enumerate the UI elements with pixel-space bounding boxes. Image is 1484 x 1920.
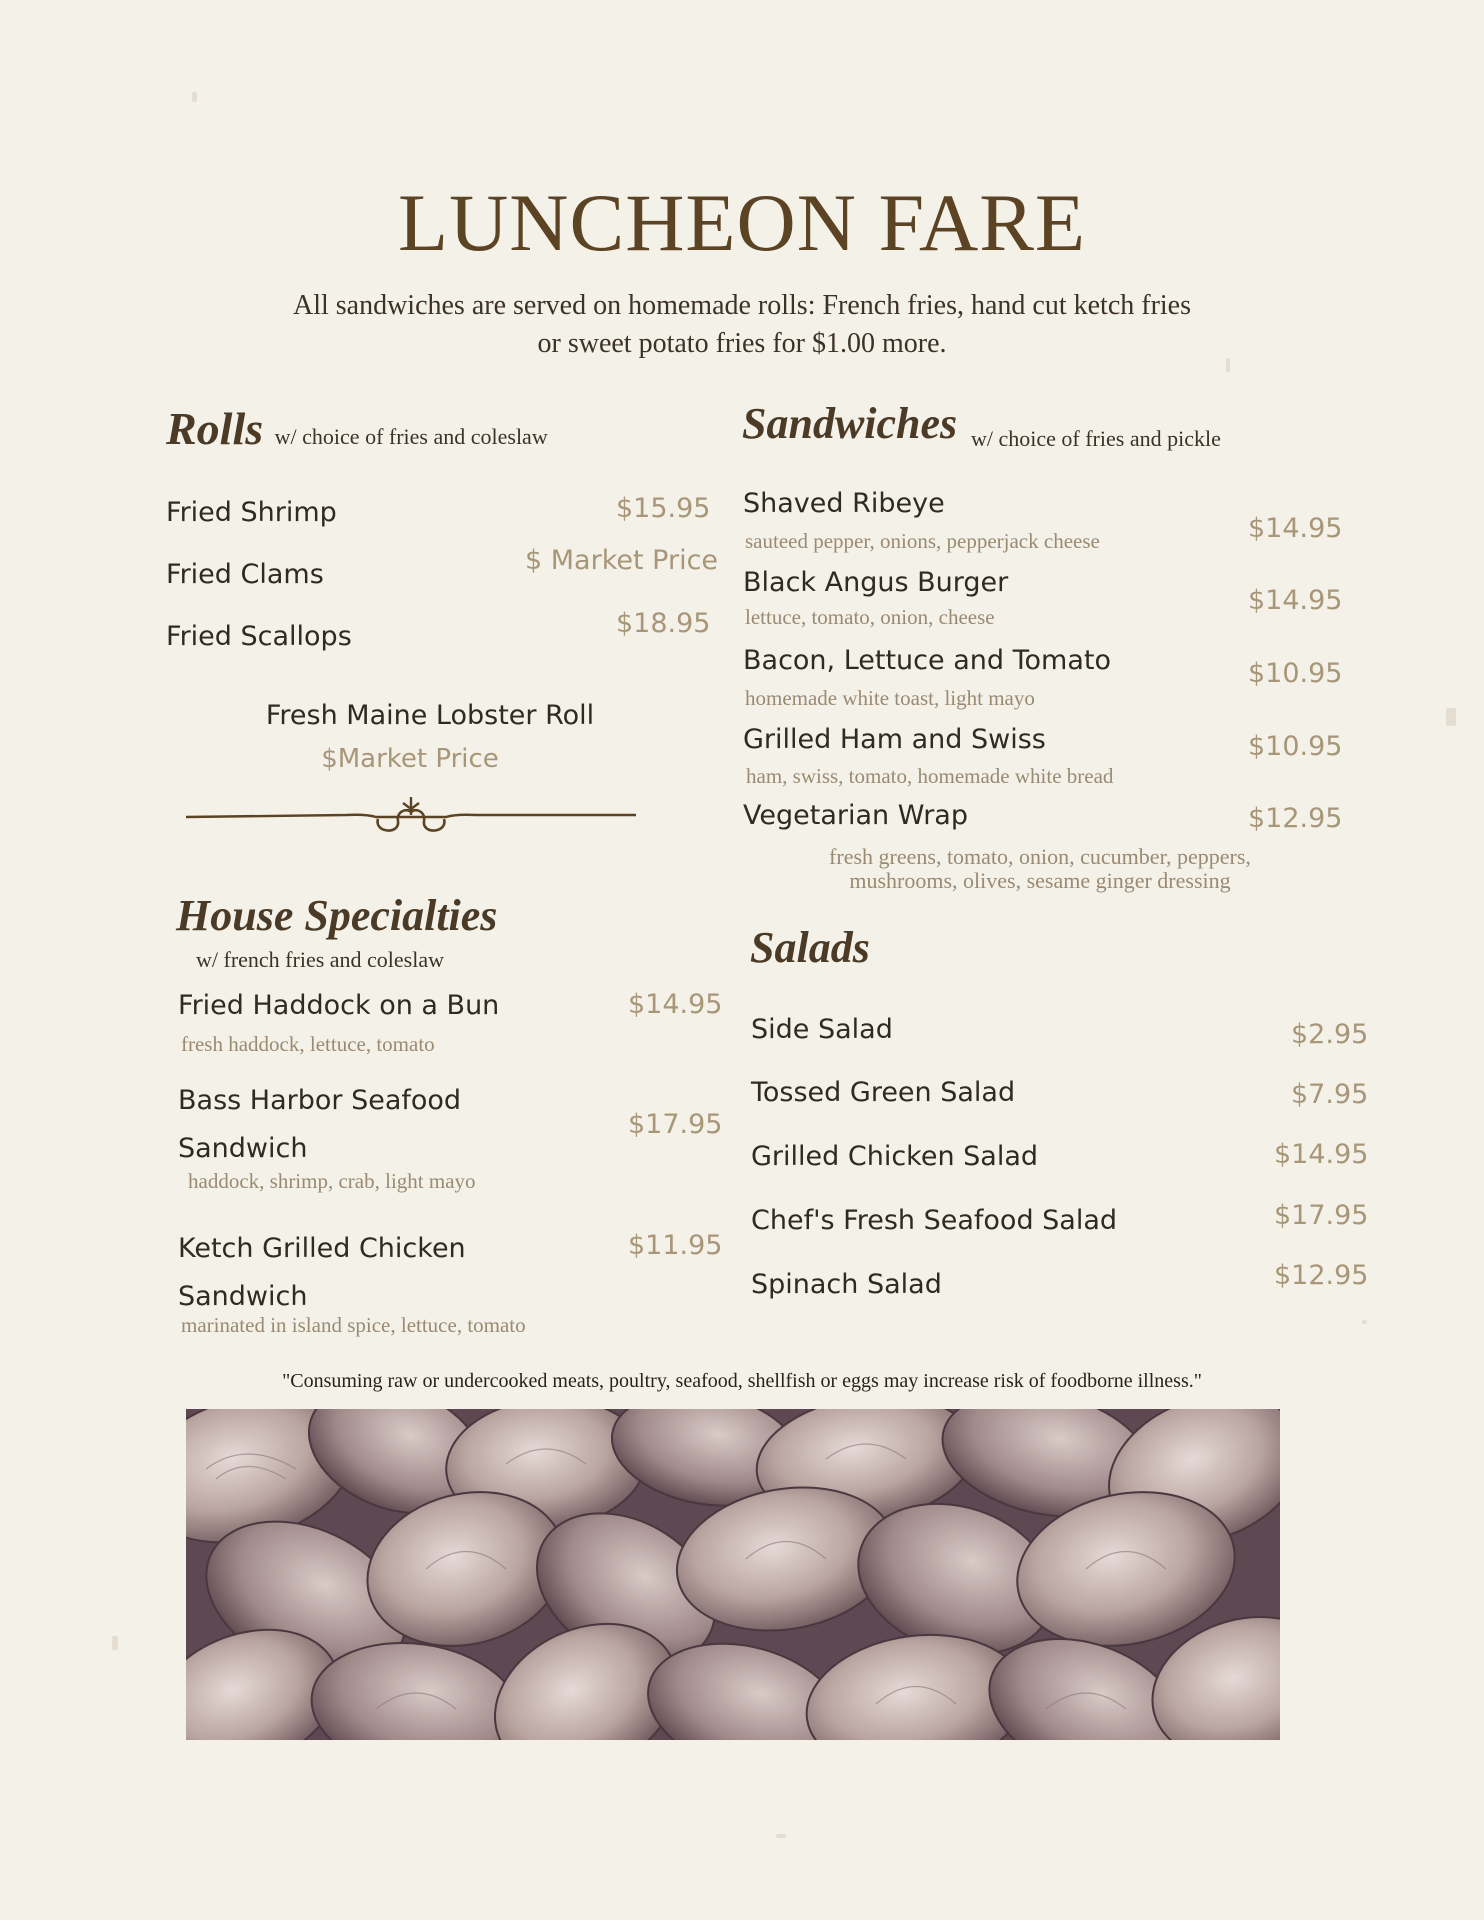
salad-item-name: Tossed Green Salad (751, 1077, 1016, 1108)
rolls-heading (166, 402, 548, 455)
sandwich-item-price: $10.95 (1248, 658, 1343, 689)
sandwiches-heading: Sandwiches (742, 399, 958, 448)
rolls-item-name: Fried Shrimp (166, 497, 337, 528)
sandwich-item-description: sauteed pepper, onions, pepperjack cheese (745, 529, 1100, 553)
salad-item-name: Grilled Chicken Salad (751, 1141, 1039, 1172)
salad-item-price: $7.95 (1291, 1079, 1369, 1110)
description-line: mushrooms, olives, sesame ginger dressing (849, 868, 1231, 893)
rolls-item-price: $18.95 (616, 608, 711, 639)
paper-speck (1446, 708, 1456, 726)
sandwich-item-price: $14.95 (1248, 513, 1343, 544)
house-item-name: Sandwich (178, 1133, 308, 1164)
sandwich-item-description: ham, swiss, tomato, homemade white bread (746, 764, 1114, 788)
house-item-description: marinated in island spice, lettuce, tomato (181, 1313, 526, 1337)
description-line: fresh greens, tomato, onion, cucumber, peppers, (829, 844, 1251, 869)
house-item-description: fresh haddock, lettuce, tomato (181, 1032, 435, 1056)
sandwich-item-name: Shaved Ribeye (743, 488, 945, 519)
rolls-note: w/ choice of fries and coleslaw (274, 424, 548, 449)
house-item-name: Sandwich (178, 1281, 308, 1312)
salad-item-name: Chef's Fresh Seafood Salad (751, 1205, 1118, 1236)
subtitle-line: All sandwiches are served on homemade rolls: French fries, hand cut ketch fries (292, 290, 1192, 321)
house-item-description: haddock, shrimp, crab, light mayo (188, 1169, 476, 1193)
food-safety-warning: "Consuming raw or undercooked meats, poultry, seafood, shellfish or eggs may increase risk of foodborne illness." (282, 1370, 1202, 1392)
paper-speck (776, 1834, 786, 1838)
page-title: LUNCHEON FARE (398, 177, 1086, 268)
sandwich-item-price: $12.95 (1248, 803, 1343, 834)
salad-item-price: $2.95 (1291, 1019, 1369, 1050)
paper-speck (1362, 1320, 1367, 1324)
sandwich-item-description: homemade white toast, light mayo (745, 686, 1035, 710)
sandwich-item-name: Grilled Ham and Swiss (743, 724, 1046, 755)
house-item-price: $17.95 (628, 1109, 723, 1140)
house-item-name: Ketch Grilled Chicken (178, 1233, 466, 1264)
house-item-name: Bass Harbor Seafood (178, 1085, 462, 1116)
sandwich-item-name: Vegetarian Wrap (743, 800, 968, 831)
house-specialties-heading: House Specialties (176, 891, 498, 940)
rolls-item-price: $ Market Price (525, 545, 719, 576)
sandwich-item-price: $10.95 (1248, 731, 1343, 762)
clams-photo (186, 1409, 1280, 1740)
sandwich-item-name: Black Angus Burger (743, 567, 1009, 598)
salad-item-name: Side Salad (751, 1014, 893, 1045)
house-item-name: Fried Haddock on a Bun (178, 990, 500, 1021)
sandwich-item-description: lettuce, tomato, onion, cheese (745, 605, 995, 629)
salad-item-price: $14.95 (1274, 1139, 1369, 1170)
lobster-roll-price: $Market Price (321, 744, 499, 774)
paper-speck (192, 92, 197, 102)
rolls-item-name: Fried Clams (166, 559, 324, 590)
subtitle-line: or sweet potato fries for $1.00 more. (537, 328, 947, 359)
sandwiches-note: w/ choice of fries and pickle (971, 426, 1221, 451)
paper-speck (112, 1636, 118, 1650)
sandwich-item-price: $14.95 (1248, 585, 1343, 616)
house-specialties-note: w/ french fries and coleslaw (196, 947, 445, 972)
house-item-price: $11.95 (628, 1230, 723, 1261)
lobster-roll-name: Fresh Maine Lobster Roll (265, 700, 595, 731)
salads-heading: Salads (750, 923, 870, 972)
page-subtitle (200, 287, 1284, 363)
salad-item-price: $17.95 (1274, 1200, 1369, 1231)
sandwich-item-name: Bacon, Lettuce and Tomato (743, 645, 1111, 676)
house-item-price: $14.95 (628, 989, 723, 1020)
rolls-item-name: Fried Scallops (166, 621, 352, 652)
rolls-item-price: $15.95 (616, 493, 711, 524)
salad-item-price: $12.95 (1274, 1260, 1369, 1291)
salad-item-name: Spinach Salad (751, 1269, 942, 1300)
rolls-title: Rolls (166, 403, 264, 454)
sandwich-item-description (740, 845, 1340, 893)
ornamental-divider (186, 793, 636, 839)
